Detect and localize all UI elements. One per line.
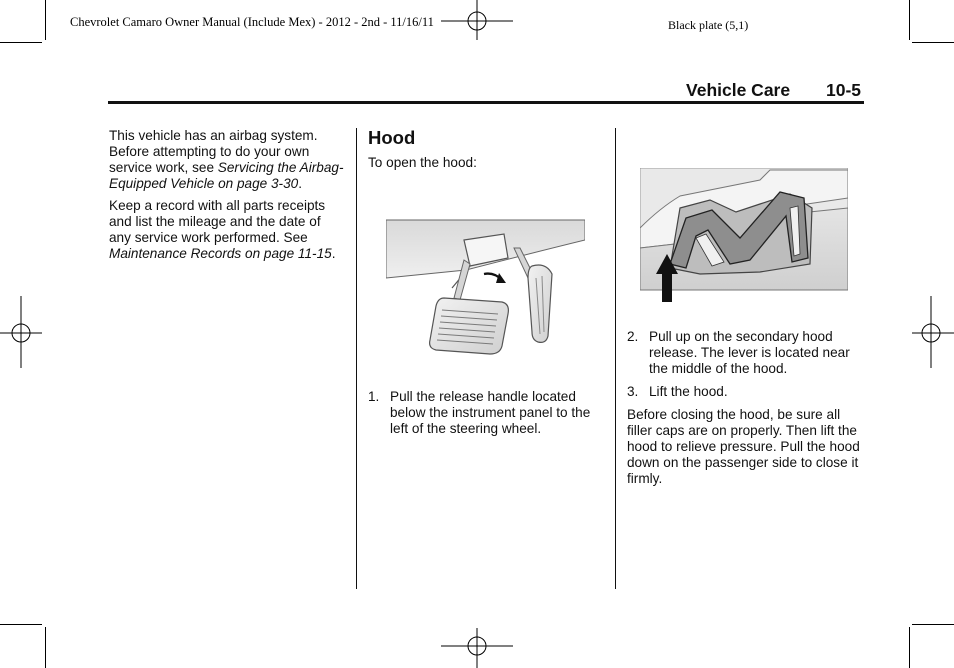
hood-release-handle-illustration [386, 218, 585, 362]
registration-mark-left [0, 296, 42, 368]
column-1 [109, 128, 345, 268]
step-3 [627, 384, 863, 400]
crop-mark-bottom-right-v [909, 627, 910, 668]
records-reference-link[interactable]: Maintenance Records on page 11-15 [109, 246, 332, 261]
records-paragraph [109, 198, 345, 262]
step-1-number: 1. [368, 389, 380, 404]
crop-mark-top-right-v [909, 0, 910, 40]
airbag-period: . [298, 176, 302, 191]
page-number: 10-5 [826, 80, 862, 100]
hood-intro: To open the hood: [368, 155, 477, 170]
airbag-paragraph [109, 128, 345, 192]
registration-mark-bottom [441, 628, 513, 668]
slug-right: Black plate (5,1) [668, 18, 749, 32]
column-divider-1 [356, 128, 357, 589]
crop-mark-bottom-left-h [0, 624, 42, 625]
crop-mark-bottom-right-h [912, 624, 954, 625]
airbag-text: This vehicle has an airbag system. Before attempting to do your own service work, see [109, 128, 318, 175]
closing-paragraph: Before closing the hood, be sure all filler caps are on properly. Then lift the hood to relieve pressure. Pull the hood down on the passenger side to close it firmly. [627, 407, 860, 486]
records-period: . [331, 246, 336, 261]
crop-mark-top-left-v [45, 0, 46, 40]
secondary-hood-release-illustration [640, 168, 848, 303]
hood-heading: Hood [368, 127, 416, 148]
registration-mark-top [441, 0, 513, 40]
step-2 [627, 329, 863, 377]
step-3-number: 3. [627, 384, 639, 399]
section-title: Vehicle Care [686, 80, 791, 100]
records-text: Keep a record with all parts receipts and list the mileage and the date of any service work performed. See [109, 198, 326, 245]
column-divider-2 [615, 128, 616, 589]
step-1-text: Pull the release handle located below the instrument panel to the left of the steering wheel. [390, 389, 591, 436]
step-1 [368, 389, 604, 437]
crop-mark-top-right-h [912, 42, 954, 43]
step-2-number: 2. [627, 329, 639, 344]
registration-mark-right [912, 296, 954, 368]
column-3 [627, 329, 863, 487]
slug-left: Chevrolet Camaro Owner Manual (Include Mex) - 2012 - 2nd - 11/16/11 [70, 15, 434, 29]
crop-mark-bottom-left-v [45, 627, 46, 668]
step-3-text: Lift the hood. [649, 384, 728, 399]
header-rule [108, 101, 864, 104]
airbag-reference-link[interactable]: Servicing the Airbag-Equipped Vehicle on page 3-30 [109, 160, 344, 191]
crop-mark-top-left-h [0, 42, 42, 43]
step-2-text: Pull up on the secondary hood release. The lever is located near the middle of the hood. [649, 329, 850, 376]
